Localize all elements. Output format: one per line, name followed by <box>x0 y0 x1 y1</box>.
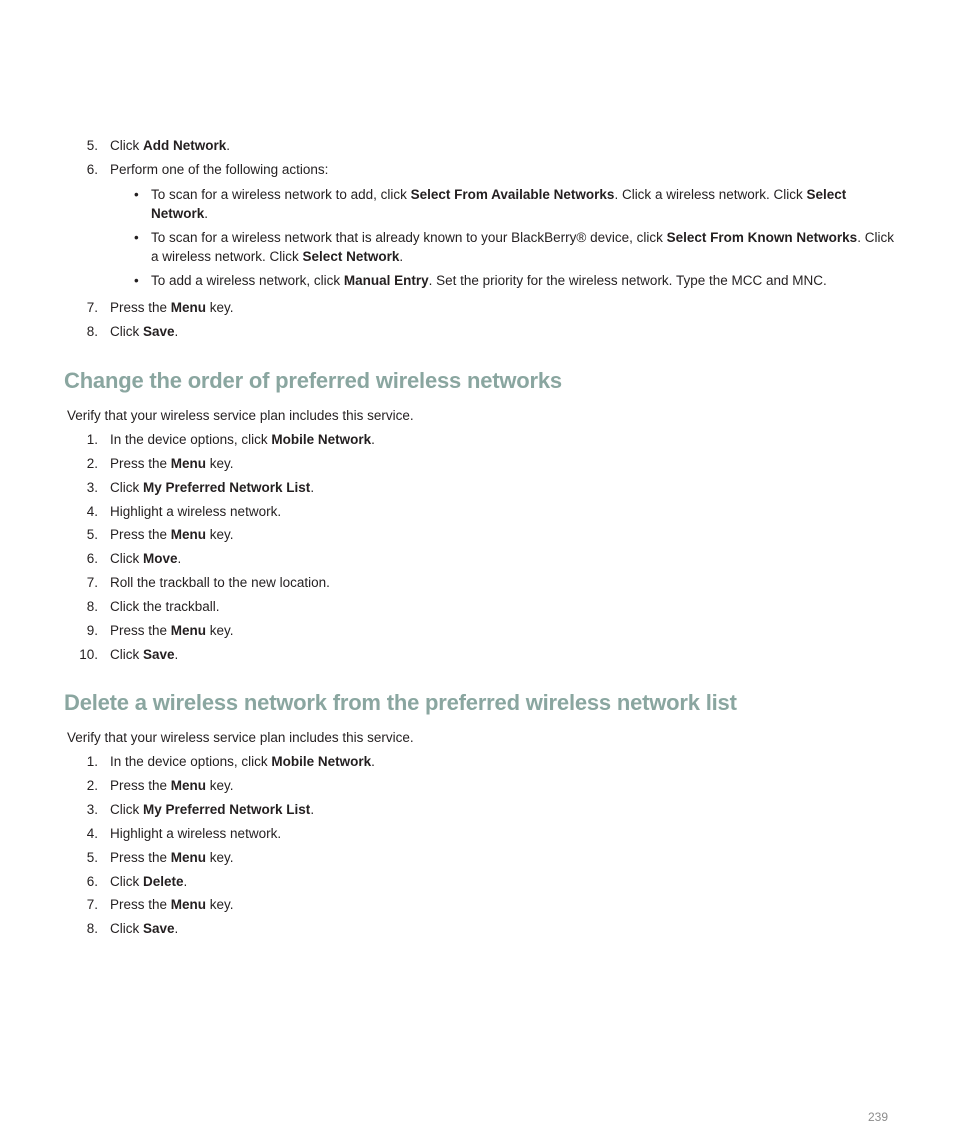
step-text: Press the Menu key. <box>110 456 234 471</box>
step-text: Press the Menu key. <box>110 850 234 865</box>
step-number: 7. <box>86 300 98 315</box>
section-intro: Verify that your wireless service plan includes this service. <box>67 730 414 745</box>
action-bullet <box>134 185 894 223</box>
step-number: 4. <box>86 826 98 841</box>
page-number: 239 <box>868 1110 889 1124</box>
step-number: 1. <box>86 432 98 447</box>
step-text: Click Delete. <box>110 874 188 889</box>
step-number: 5. <box>86 527 98 542</box>
step-number: 3. <box>86 802 98 817</box>
action-bullet <box>134 271 894 290</box>
step-text: Click Move. <box>110 551 182 566</box>
step-text: Perform one of the following actions: <box>110 162 329 177</box>
step-number: 8. <box>86 921 98 936</box>
step-number: 7. <box>86 575 98 590</box>
step-number: 2. <box>86 456 98 471</box>
step-number: 7. <box>86 897 98 912</box>
step-text: Press the Menu key. <box>110 527 234 542</box>
step-text: Press the Menu key. <box>110 623 234 638</box>
bullet-text: To add a wireless network, click Manual Entry. Set the priority for the wireless network. Type the MCC and MNC. <box>151 273 827 288</box>
bullet-icon: • <box>134 230 139 245</box>
step-text: Press the Menu key. <box>110 897 234 912</box>
action-bullet <box>134 228 894 266</box>
step-text: Click Save. <box>110 921 179 936</box>
step-text: Click the trackball. <box>110 599 220 614</box>
step-text: Highlight a wireless network. <box>110 826 282 841</box>
step-number: 8. <box>86 324 98 339</box>
bullet-icon: • <box>134 187 139 202</box>
section-heading: Change the order of preferred wireless networks <box>64 368 562 393</box>
step-number: 5. <box>86 138 98 153</box>
step-number: 4. <box>86 504 98 519</box>
bullet-text: To scan for a wireless network to add, click Select From Available Networks. Click a wireless network. Click Select Network. <box>151 187 847 221</box>
step-text: Highlight a wireless network. <box>110 504 282 519</box>
step-text: Roll the trackball to the new location. <box>110 575 330 590</box>
step-text: Click Add Network. <box>110 138 231 153</box>
step-number: 5. <box>86 850 98 865</box>
bullet-icon: • <box>134 273 139 288</box>
step-number: 6. <box>86 551 98 566</box>
step-number: 6. <box>86 162 98 177</box>
step-text: Press the Menu key. <box>110 778 234 793</box>
section-heading: Delete a wireless network from the preferred wireless network list <box>64 690 737 715</box>
step-number: 1. <box>86 754 98 769</box>
step-number: 6. <box>86 874 98 889</box>
step-number: 3. <box>86 480 98 495</box>
step-number: 8. <box>86 599 98 614</box>
step-text: Press the Menu key. <box>110 300 234 315</box>
step-text: In the device options, click Mobile Network. <box>110 754 375 769</box>
step-text: Click My Preferred Network List. <box>110 802 315 817</box>
step-number: 9. <box>86 623 98 638</box>
step-text: In the device options, click Mobile Network. <box>110 432 375 447</box>
step-text: Click Save. <box>110 647 179 662</box>
step-text: Click My Preferred Network List. <box>110 480 315 495</box>
section-intro: Verify that your wireless service plan includes this service. <box>67 408 414 423</box>
bullet-text: To scan for a wireless network that is already known to your BlackBerry® device, click Select From Known Networks. Click a wireless network. Click Select Network. <box>151 230 894 264</box>
step-text: Click Save. <box>110 324 179 339</box>
step-number: 10. <box>79 647 98 662</box>
step-number: 2. <box>86 778 98 793</box>
